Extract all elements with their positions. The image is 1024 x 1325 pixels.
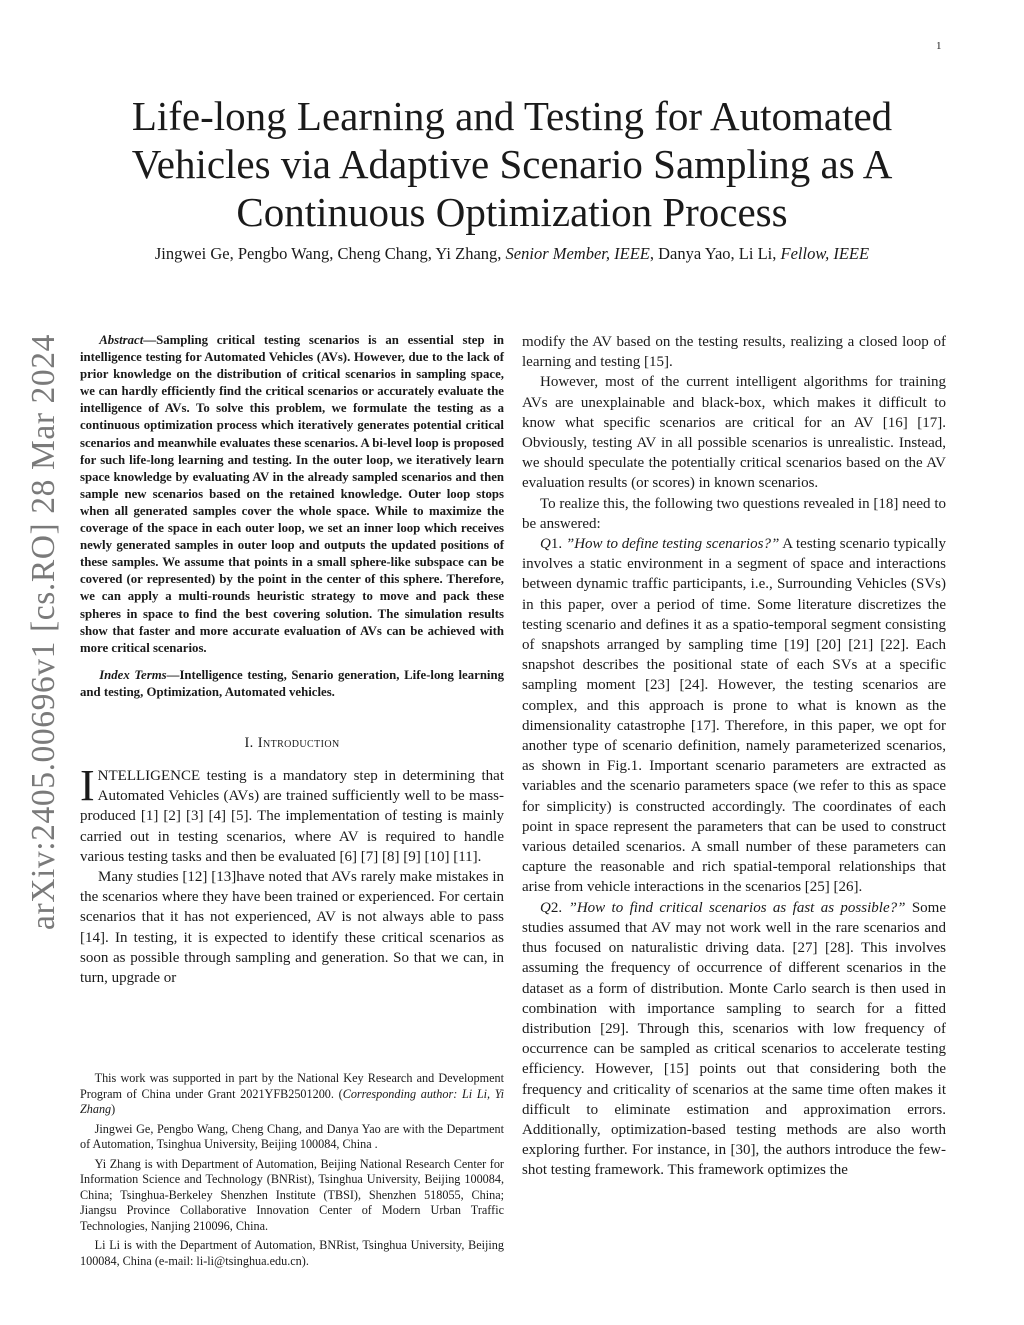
drop-cap: I: [80, 760, 95, 810]
paragraph: To realize this, the following two questions revealed in [18] need to be answered:: [522, 495, 946, 532]
paragraph-text: NTELLIGENCE testing is a mandatory step in determining that Automated Vehicles (AVs) are trained sufficiently well to be mass-produced [1] [2] [3] [4] [5]. The implementation of testing is mainly carried out in testing scenarios, where AV is required to handle various testing tasks and then be evaluated [6] [7] [8] [9] [10] [11].: [80, 767, 504, 865]
authors-part: , Danya Yao, Li Li,: [649, 244, 781, 263]
question-label: Q: [540, 899, 551, 916]
question-number: 2.: [550, 899, 569, 916]
paragraph: [522, 534, 946, 898]
footnote: Yi Zhang is with Department of Automation, Beijing National Research Center for Information Science and Technology (BNRist), Tsinghua University, Beijing 100084, China; Tsinghua-Berkeley Shenzhen Institute (TBSI), Shenzhen 518055, China; Jiangsu Province Collaborative Innovation Center of Modern Urban Traffic Technologies, Nanjing 210096, China.: [80, 1156, 504, 1233]
footnote-text: This work was supported in part by the National Key Research and Development Program of China under Grant 2021YFB2501200. (: [80, 1071, 504, 1101]
paragraph: Many studies [12] [13]have noted that AVs rarely make mistakes in the scenarios where they have been trained or experienced. For certain scenarios that it has not experienced, AV is not always able to pass [14]. In testing, it is expected to identify these critical scenarios as soon as possible through sampling and generation. So that we can, in turn, upgrade or: [80, 868, 504, 986]
abstract-label: Abstract: [99, 333, 144, 347]
footnote: [80, 1071, 504, 1118]
author-affiliation: Fellow, IEEE: [780, 244, 870, 263]
author-affiliation: Senior Member, IEEE: [505, 244, 650, 263]
intro-body: [80, 760, 504, 988]
footnote: Jingwei Ge, Pengbo Wang, Cheng Chang, and Danya Yao are with the Department of Automation, Tsinghua University, Beijing 100084, China .: [80, 1121, 504, 1151]
abstract-text: —Sampling critical testing scenarios is an essential step in intelligence testing for Automated Vehicles (AVs). However, due to the lack of prior knowledge on the distribution of critical scenarios in sampling space, we can hardly efficiently find the critical scenarios or accurately evaluate the intelligence of AVs. To solve this problem, we formulate the testing as a continuous optimization process which iteratively generates potential critical scenarios and meanwhile evaluates these scenarios. A bi-level loop is proposed for such life-long learning and testing. In the outer loop, we iteratively learn space knowledge by evaluating AV in the already sampled scenarios and then sample new scenarios based on the retained knowledge. Outer loop stops when all generated samples cover the whole space. While to maximize the coverage of the space in each outer loop, we set an inner loop which receives newly generated samples in outer loop and outputs the updated positions of these samples. We assume that points in a small sphere-like subspace can be covered (or represented) by the point in the center of this sphere. Therefore, we can apply a multi-rounds heuristic strategy to move and pack these spheres in space to find the best covering solution. The simulation results show that faster and more accurate evaluation of AVs can be achieved with more critical scenarios.: [80, 333, 504, 655]
question-label: Q: [540, 536, 551, 553]
footnote: Li Li is with the Department of Automation, BNRist, Tsinghua University, Beijing 100084, China (e-mail: li-li@tsinghua.edu.cn).: [80, 1238, 504, 1268]
index-terms: [80, 667, 504, 701]
question-number: 1.: [550, 536, 566, 553]
footnotes: [80, 1071, 504, 1273]
question-title: ”How to define testing scenarios?”: [565, 536, 780, 553]
paragraph: [522, 898, 946, 1181]
paragraph: modify the AV based on the testing results, realizing a closed loop of learning and testing [15].: [522, 334, 946, 371]
paragraph: However, most of the current intelligent algorithms for training AVs are unexplainable and black-box, which makes it difficult to know what specific scenarios are critical for an AV [16] [17]. Obviously, testing AV in all possible scenarios is unrealistic. Instead, we should speculate the potentially critical scenarios based on the AV evaluation results (or scores) in known scenarios.: [522, 374, 946, 492]
section-heading: I. Introduction: [244, 734, 340, 751]
paper-title: [80, 92, 944, 236]
authors-part: Jingwei Ge, Pengbo Wang, Cheng Chang, Yi Zhang,: [154, 244, 506, 263]
footnote-text: ): [111, 1102, 116, 1116]
right-column: [522, 332, 946, 1181]
paragraph-text: A testing scenario typically involves a static environment in a segment of space and interactions between dynamic traffic participants, i.e., Surrounding Vehicles (SVs) in this paper, over a period of time. Some literature discretizes the testing scenario and defines it as a spatio-temporal segment consisting of snapshots arranged by sampling time [19] [20] [21] [22]. Each snapshot describes the positional state of each SVs at a specific sampling moment [23] [24]. However, the testing scenarios are complex, and this approach is prone to what is known as the dimensionality catastrophe [17]. Therefore, in this paper, we opt for another type of scenario definition, namely parameterized scenarios, as shown in Fig.1. Important scenario parameters are extracted as variables and the scenario parameters space (we refer to this as space for simplicity) is constructed accordingly. The coordinates of each point in space represent the parameters that can be used to construct various detailed scenarios. A small number of these parameters can capture the reasonable and rich spatial-temporal relationships that arise from vehicle interactions in the scenarios [25] [26].: [522, 536, 947, 896]
title-line: Continuous Optimization Process: [236, 189, 788, 235]
author-list: [80, 244, 944, 264]
abstract: [80, 332, 504, 657]
page-number: 1: [936, 40, 942, 52]
footnote-italic: Corresponding author: Li Li, Yi Zhang: [80, 1086, 504, 1116]
left-column: [80, 332, 504, 988]
paragraph: [80, 760, 504, 867]
question-title: ”How to find critical scenarios as fast as possible?”: [568, 899, 906, 916]
title-line: Vehicles via Adaptive Scenario Sampling as A: [131, 141, 893, 187]
paragraph-text: Some studies assumed that AV may not work well in the rare scenarios and thus focused on naturalistic driving data. [27] [28]. This involves assuming the frequency of occurrence of different scenarios in the dataset as a form of distribution. Monte Carlo search is then used in combination with importance sampling to search for a fitted distribution [29]. Through this, scenarios with low frequency of occurrence can be sampled as critical scenarios to accelerate testing efficiency. However, [15] points out that considering both the frequency and criticality of scenarios at the same time often makes it difficult to eliminate estimation and approximation errors. Additionally, optimization-based testing methods are also worth exploring further. For instance, in [30], the authors introduce the few-shot testing framework. This framework optimizes the: [522, 899, 947, 1179]
arxiv-identifier[interactable]: arXiv:2405.00696v1 [cs.RO] 28 Mar 2024: [25, 334, 62, 930]
title-line: Life-long Learning and Testing for Automated: [131, 93, 893, 139]
index-terms-text: —Intelligence testing, Senario generation, Life-long learning and testing, Optimization, Automated vehicles.: [80, 667, 505, 699]
index-terms-label: Index Terms: [99, 667, 167, 682]
